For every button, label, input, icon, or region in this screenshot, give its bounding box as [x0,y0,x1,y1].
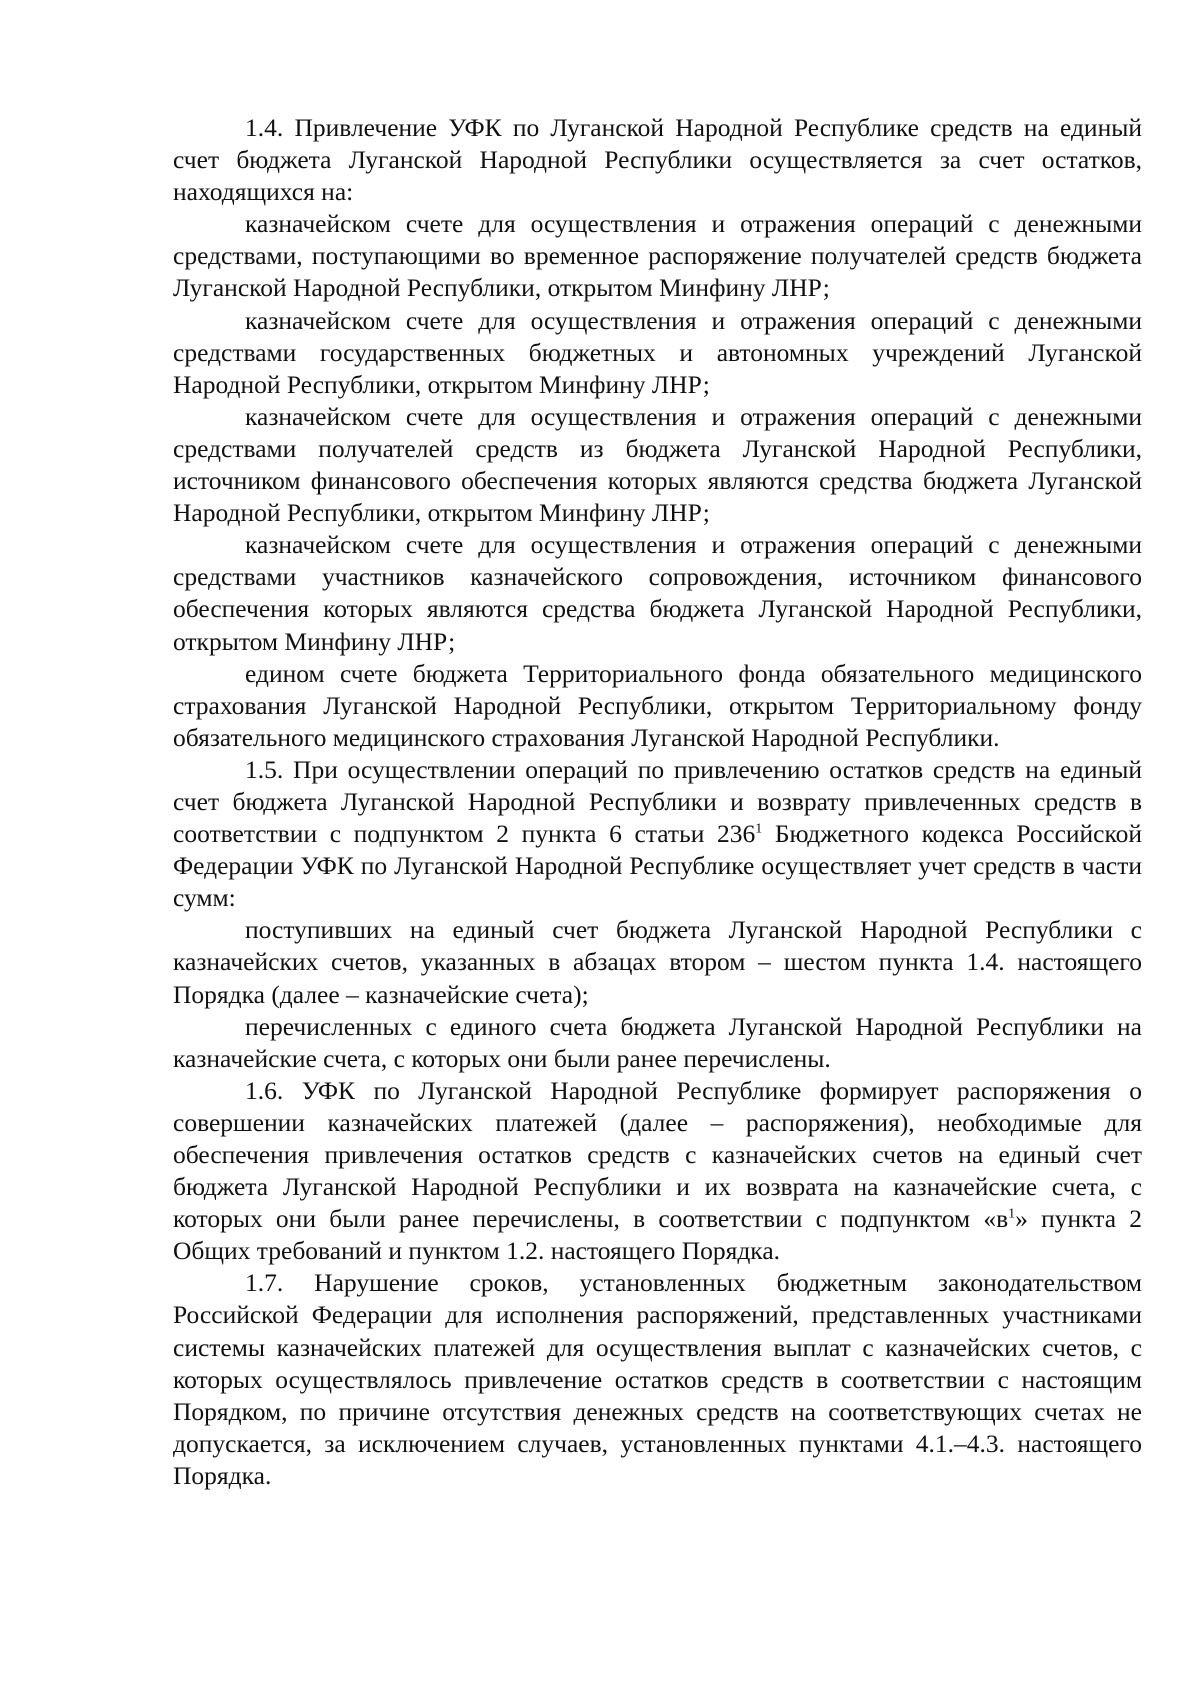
paragraph-text: 1.5. При осуществлении операций по привлечению остатков средств на единый счет бюджета Луганской Народной Республики и возврату привлеченных средств в соответствии с подпунктом 2 пункта 6 статьи 236 [173,754,1142,849]
paragraph [173,1075,1142,1268]
paragraph-text: казначейском счете для осуществления и отражения операций с денежными средствами государственных бюджетных и автономных учреждений Луганской Народной Республики, открытом Минфину ЛНР; [173,305,1142,399]
paragraph [173,112,1142,208]
paragraph [173,914,1142,1010]
paragraph-text: казначейском счете для осуществления и отражения операций с денежными средствами участников казначейского сопровождения, источником финансового обеспечения которых являются средства бюджета Луганской Народной Республики, открытом Минфину ЛНР; [173,530,1142,656]
paragraph [173,529,1142,657]
paragraph-text: 1.4. Привлечение УФК по Луганской Народной Республике средств на единый счет бюджета Луганской Народной Республики осуществляется за счет остатков, находящихся на: [173,113,1142,207]
paragraph [173,754,1142,914]
paragraph-text: Бюджетного кодекса Российской Федерации УФК по Луганской Народной Республике осуществляет учет средств в части сумм: [173,819,1142,913]
paragraph [173,305,1142,401]
paragraph [173,658,1142,754]
paragraph-text: » пункта 2 Общих требований и пунктом 1.2. настоящего Порядка. [173,1204,1142,1266]
paragraph [173,401,1142,529]
paragraph [173,208,1142,304]
paragraph-text: казначейском счете для осуществления и отражения операций с денежными средствами, поступающими во временное распоряжение получателей средств бюджета Луганской Народной Республики, открытом Минфину ЛНР; [173,209,1142,303]
paragraph-text: едином счете бюджета Территориального фонда обязательного медицинского страхования Луганской Народной Республики, открытом Территориальному фонду обязательного медицинского страхования Луганской Народной Республики. [173,658,1142,752]
paragraph-text: поступивших на единый счет бюджета Луганской Народной Республики с казначейских счетов, указанных в абзацах втором – шестом пункта 1.4. настоящего Порядка (далее – казначейские счета); [173,915,1142,1009]
superscript-index: 1 [755,821,763,837]
paragraph-text: перечисленных с единого счета бюджета Луганской Народной Республики на казначейские счета, с которых они были ранее перечислены. [173,1011,1142,1073]
document-body [173,112,1142,1492]
superscript-index: 1 [1008,1206,1016,1222]
paragraph [173,1267,1142,1492]
paragraph-text: 1.7. Нарушение сроков, установленных бюджетным законодательством Российской Федерации для исполнения распоряжений, представленных участниками системы казначейских платежей для осуществления выплат с казначейских счетов, с которых осуществлялось привлечение остатков средств в соответствии с настоящим Порядком, по причине отсутствия денежных средств на соответствующих счетах не допускается, за исключением случаев, установленных пунктами 4.1.–4.3. настоящего Порядка. [173,1268,1142,1490]
paragraph [173,1011,1142,1075]
paragraph-text: 1.6. УФК по Луганской Народной Республике формирует распоряжения о совершении казначейских платежей (далее – распоряжения), необходимые для обеспечения привлечения остатков средств с казначейских счетов на единый счет бюджета Луганской Народной Республики и их возврата на казначейские счета, с которых они были ранее перечислены, в соответствии с подпунктом «в [173,1075,1142,1234]
paragraph-text: казначейском счете для осуществления и отражения операций с денежными средствами получателей средств из бюджета Луганской Народной Республики, источником финансового обеспечения которых являются средства бюджета Луганской Народной Республики, открытом Минфину ЛНР; [173,401,1142,528]
